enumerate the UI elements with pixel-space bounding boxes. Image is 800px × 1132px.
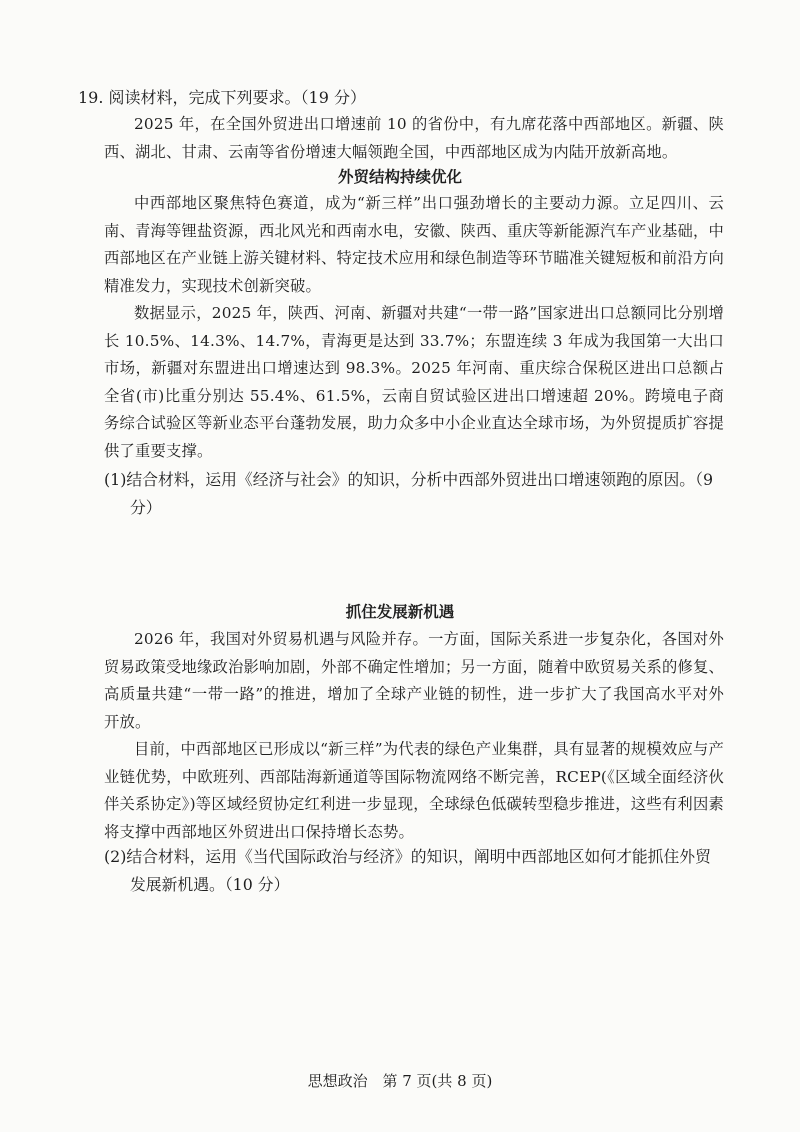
- section-heading-opportunity: 抓住发展新机遇: [345, 603, 455, 621]
- section1-paragraph-2: 数据显示，2025 年，陕西、河南、新疆对共建“一带一路”国家进出口总额同比分别增长 10.5%、14.3%、14.7%，青海更是达到 33.7%；东盟连续 3 年成为我国第一大出口市场，新疆对东盟进出口增速达到 98.3%。2025 年河南、重庆综合保税区进出口总额占全省(市)比重分别达 55.4%、61.5%，云南自贸试验区进出口增速超 20%。跨境电子商务综合试验区等新业态平台蓬勃发展，助力众多中小企业直达全球市场，为外贸提质扩容提供了重要支撑。: [104, 304, 724, 460]
- sub-question-2: (2)结合材料，运用《当代国际政治与经济》的知识，阐明中西部地区如何才能抓住外贸发展新机遇。（10 分）: [104, 847, 711, 894]
- footer-page-number: 第 7 页(共 8 页): [382, 1072, 493, 1090]
- page-footer: [0, 1070, 800, 1092]
- footer-subject: 思想政治: [307, 1072, 368, 1090]
- sub-question-1: (1)结合材料，运用《经济与社会》的知识，分析中西部外贸进出口增速领跑的原因。（9 分）: [104, 470, 714, 517]
- section-heading-structure: 外贸结构持续优化: [337, 168, 462, 186]
- section2-paragraph-1: 2026 年，我国对外贸易机遇与风险并存。一方面，国际关系进一步复杂化，各国对外贸易政策受地缘政治影响加剧，外部不确定性增加；另一方面，随着中欧贸易关系的修复、高质量共建“一带一路”的推进，增加了全球产业链的韧性，进一步扩大了我国高水平对外开放。: [104, 630, 724, 731]
- material-intro: 2025 年，在全国外贸进出口增速前 10 的省份中，有九席花落中西部地区。新疆、陕西、湖北、甘肃、云南等省份增速大幅领跑全国，中西部地区成为内陆开放新高地。: [104, 115, 724, 161]
- question-header: 19. 阅读材料，完成下列要求。（19 分）: [78, 88, 366, 107]
- section2-paragraph-2: 目前，中西部地区已形成以“新三样”为代表的绿色产业集群，具有显著的规模效应与产业链优势，中欧班列、西部陆海新通道等国际物流网络不断完善，RCEP(《区域全面经济伙伴关系协定》)等区域经贸协定红利进一步显现，全球绿色低碳转型稳步推进，这些有利因素将支撑中西部地区外贸进出口保持增长态势。: [104, 740, 724, 841]
- section1-paragraph-1: 中西部地区聚焦特色赛道，成为“新三样”出口强劲增长的主要动力源。立足四川、云南、青海等锂盐资源，西北风光和西南水电，安徽、陕西、重庆等新能源汽车产业基础，中西部地区在产业链上游关键材料、特定技术应用和绿色制造等环节瞄准关键短板和前沿方向精准发力，实现技术创新突破。: [104, 194, 724, 295]
